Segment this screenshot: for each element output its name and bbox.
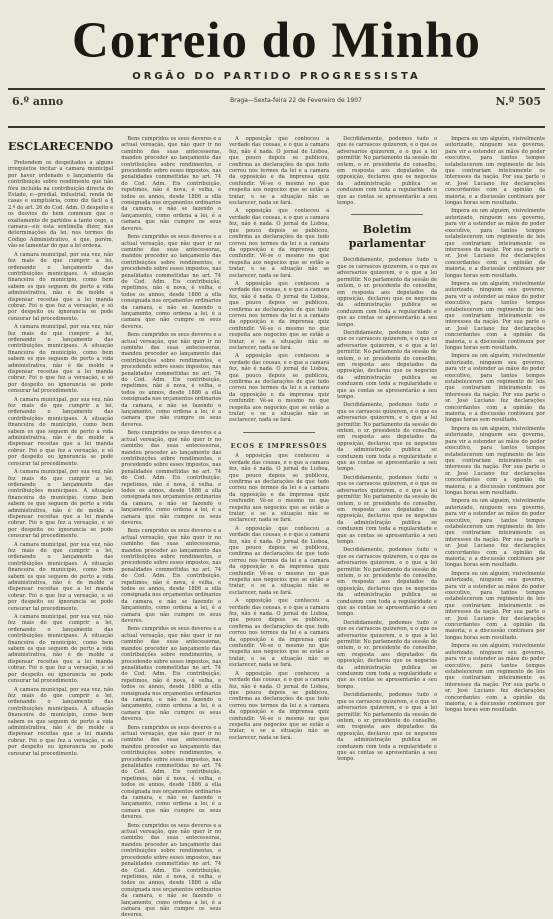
issue-number: N.º 505	[495, 95, 541, 108]
article-body: A opposição que conheceu a verdade das cousas, e o que a camara fez, não é nada. O jornal de Lisboa, que pouco depois se publicou, confirma as declarações de que tudo correu nos termos da lei e a camara da opposição e da imprensa quiz confundir. Vê-se o mesmo no que respeita aos negocios que se estão a tratar, e se a situação não se esclarecer, nada se fará.	[229, 136, 330, 207]
article-body: Decididamente, podemos tudo o que os carrascos quizerem, e o que os adversarios quizerem, e o que a lei permittir. No parlamento da sessão de ontem, o sr. presidente do conselho, em resposta aos deputados da opposição, declarou que os negocios da administração publica se conduzem com toda a regularidade e que as contas se apresentarão a seu tempo.	[337, 257, 438, 328]
headline-boletim: Boletim parlamentar	[348, 223, 426, 251]
article-body: A camara municipal, por sua vez, não fez mais do que cumprir a lei, ordenando o lançamento das contribuições municipaes. A situação financeira do município, como bem sabem os que seguem de perto a vida administrativa, não é de molde a dispensar receitas que a lei manda cobrar. Foi o que fez a vereação, e só por despeito ou ignorancia se pode censurar tal procedimento.	[8, 614, 114, 685]
article-body: A opposição que conheceu a verdade das cousas, e o que a camara fez, não é nada. O jornal de Lisboa, que pouco depois se publicou, confirma as declarações de que tudo correu nos termos da lei e a camara da opposição e da imprensa quiz confundir. Vê-se o mesmo no que respeita aos negocios que se estão a tratar, e se a situação não se esclarecer, nada se fará.	[229, 208, 330, 279]
article-columns	[8, 136, 546, 919]
article-body: A opposição que conheceu a verdade das cousas, e o que a camara fez, não é nada. O jornal de Lisboa, que pouco depois se publicou, confirma as declarações de que tudo correu nos termos da lei e a camara da opposição e da imprensa quiz confundir. Vê-se o mesmo no que respeita aos negocios que se estão a tratar, e se a situação não se esclarecer, nada se fará.	[229, 280, 330, 351]
article-body: Decididamente, podemos tudo o que os carrascos quizerem, e o que os adversarios quizerem, e o que a lei permittir. No parlamento da sessão de ontem, o sr. presidente do conselho, em resposta aos deputados da opposição, declarou que os negocios da administração publica se conduzem com toda a regularidade e que as contas se apresentarão a seu tempo.	[337, 474, 438, 545]
article-body: A opposição que conheceu a verdade das cousas, e o que a camara fez, não é nada. O jornal de Lisboa, que pouco depois se publicou, confirma as declarações de que tudo correu nos termos da lei e a camara da opposição e da imprensa quiz confundir. Vê-se o mesmo no que respeita aos negocios que se estão a tratar, e se a situação não se esclarecer, nada se fará.	[229, 525, 330, 596]
headline-ecos: ECOS E IMPRESSÕES	[230, 441, 328, 450]
article-body: Bens cumpridos os seus deveres e a actual vereação, que não quer ir no caminho das suas antecessoras, mandou proceder ao lançamento das contribuições sobre rendimentos, e procedendo sobre esses impostos, nas penalidades commettidas no art. 74 do Cod. Adm. Eis contribuição, repetimos, não é nova, é velha, e todos os annos, desde 1886 a ella consignada nos orçamentos ordinarios da camara, e não se fazendo o lançamento, como ordena a lei, é a camara que não cumpre os seus deveres.	[121, 528, 222, 625]
article-body: Bens cumpridos os seus deveres e a actual vereação, que não quer ir no caminho das suas antecessoras, mandou proceder ao lançamento das contribuições sobre rendimentos, e procedendo sobre esses impostos, nas penalidades commettidas no art. 74 do Cod. Adm. Eis contribuição, repetimos, não é nova, é velha, e todos os annos, desde 1886 a ella consignada nos orçamentos ordinarios da camara, e não se fazendo o lançamento, como ordena a lei, é a camara que não cumpre os seus deveres.	[121, 234, 222, 330]
article-body: Bens cumpridos os seus deveres e a actual vereação, que não quer ir no caminho das suas antecessoras, mandou proceder ao lançamento das contribuições sobre rendimentos, e procedendo sobre esses impostos, nas penalidades commettidas no art. 74 do Cod. Adm. Eis contribuição, repetimos, não é nova, é velha, e todos os annos, desde 1886 a ella consignada nos orçamentos ordinarios da camara, e não se fazendo o lançamento, como ordena a lei, é a camara que não cumpre os seus deveres.	[121, 332, 222, 428]
column-4	[337, 136, 437, 796]
article-body: Impera ou um alguém, visivelmente autorizado, ninguem seu governo, para vir a estender as mãos do poder executivo, para tantos tempos estabelecerem um regimento de leis que contrariam inteiramente os interesses da nação. Por sua parte o sr. José Luciano fez declarações concordantes com a opinião da maioria, e a discussão continuou por longas horas sem resultado.	[445, 280, 546, 351]
column-2	[121, 136, 222, 919]
article-body: A camara municipal, por sua vez, não fez mais do que cumprir a lei, ordenando o lançamento das contribuições municipaes. A situação financeira do município, como bem sabem os que seguem de perto a vida administrativa, não é de molde a dispensar receitas que a lei manda cobrar. Foi o que fez a vereação, e só por despeito ou ignorancia se pode censurar tal procedimento.	[8, 686, 114, 757]
article-body: A camara municipal, por sua vez, não fez mais do que cumprir a lei, ordenando o lançamento das contribuições municipaes. A situação financeira do município, como bem sabem os que seguem de perto a vida administrativa, não é de molde a dispensar receitas que a lei manda cobrar. Foi o que fez a vereação, e só por despeito ou ignorancia se pode censurar tal procedimento.	[8, 251, 114, 322]
article-body: Bens cumpridos os seus deveres e a actual vereação, que não quer ir no caminho das suas antecessoras, mandou proceder ao lançamento das contribuições sobre rendimentos, e procedendo sobre esses impostos, nas penalidades commettidas no art. 74 do Cod. Adm. Eis contribuição, repetimos, não é nova, é velha, e todos os annos, desde 1886 a ella consignada nos orçamentos ordinarios da camara, e não se fazendo o lançamento, como ordena a lei, é a camara que não cumpre os seus deveres.	[121, 626, 222, 723]
article-body: A camara municipal, por sua vez, não fez mais do que cumprir a lei, ordenando o lançamento das contribuições municipaes. A situação financeira do município, como bem sabem os que seguem de perto a vida administrativa, não é de molde a dispensar receitas que a lei manda cobrar. Foi o que fez a vereação, e só por despeito ou ignorancia se pode censurar tal procedimento.	[8, 541, 114, 612]
article-body: Bens cumpridos os seus deveres e a actual vereação, que não quer ir no caminho das suas antecessoras, mandou proceder ao lançamento das contribuições sobre rendimentos, e procedendo sobre esses impostos, nas penalidades commettidas no art. 74 do Cod. Adm. Eis contribuição, repetimos, não é nova, é velha, e todos os annos, desde 1886 a ella consignada nos orçamentos ordinarios da camara, e não se fazendo o lançamento, como ordena a lei, é a camara que não cumpre os seus deveres.	[121, 822, 222, 919]
masthead-subtitle: ORGÃO DO PARTIDO PROGRESSISTA	[132, 71, 421, 82]
article-body: Decididamente, podemos tudo o que os carrascos quizerem, e o que os adversarios quizerem, e o que a lei permittir. No parlamento da sessão de ontem, o sr. presidente do conselho, em resposta aos deputados da opposição, declarou que os negocios da administração publica se conduzem com toda a regularidade e que as contas se apresentarão a seu tempo.	[337, 692, 438, 763]
article-body: Decididamente, podemos tudo o que os carrascos quizerem, e o que os adversarios quizerem, e o que a lei permittir. No parlamento da sessão de ontem, o sr. presidente do conselho, em resposta aos deputados da opposição, declarou que os negocios da administração publica se conduzem com toda a regularidade e que as contas se apresentarão a seu tempo.	[337, 136, 438, 207]
article-body: Decididamente, podemos tudo o que os carrascos quizerem, e o que os adversarios quizerem, e o que a lei permittir. No parlamento da sessão de ontem, o sr. presidente do conselho, em resposta aos deputados da opposição, declarou que os negocios da administração publica se conduzem com toda a regularidade e que as contas se apresentarão a seu tempo.	[337, 329, 438, 400]
article-body: A opposição que conheceu a verdade das cousas, e o que a camara fez, não é nada. O jornal de Lisboa, que pouco depois se publicou, confirma as declarações de que tudo correu nos termos da lei e a camara da opposição e da imprensa quiz confundir. Vê-se o mesmo no que respeita aos negocios que se estão a tratar, e se a situação não se esclarecer, nada se fará.	[229, 670, 330, 741]
article-body: Impera ou um alguém, visivelmente autorizado, ninguem seu governo, para vir a estender as mãos do poder executivo, para tantos tempos estabelecerem um regimento de leis que contrariam inteiramente os interesses da nação. Por sua parte o sr. José Luciano fez declarações concordantes com a opinião da maioria, e a discussão continuou por longas horas sem resultado.	[445, 353, 546, 424]
article-body: Pretendem os despeitados a alguns irrequietos incitar a camara municipal por haver ordenado o lançamento da contribuição sobre rendimento que não fôra incluída na contribuição directa do Estado, e—predial, industrial, renda de casas e sumptuária, como diz fácil a § 2.º do art. 26 do Cod. Adm. O despeito e os desvios do bem commum que o exaltamento de partidos a tanto cego, a camara—eis esta sentinella dizer, nas determinações da lei, nos termos do Código Administrativo, e que, porém, vão-se lamentar do que a lei ordena.	[8, 160, 114, 250]
info-bar	[8, 88, 545, 128]
article-body: Bens cumpridos os seus deveres e a actual vereação, que não quer ir no caminho das suas antecessoras, mandou proceder ao lançamento das contribuições sobre rendimentos, e procedendo sobre esses impostos, nas penalidades commettidas no art. 74 do Cod. Adm. Eis contribuição, repetimos, não é nova, é velha, e todos os annos, desde 1886 a ella consignada nos orçamentos ordinarios da camara, e não se fazendo o lançamento, como ordena a lei, é a camara que não cumpre os seus deveres.	[121, 724, 222, 821]
article-body: A opposição que conheceu a verdade das cousas, e o que a camara fez, não é nada. O jornal de Lisboa, que pouco depois se publicou, confirma as declarações de que tudo correu nos termos da lei e a camara da opposição e da imprensa quiz confundir. Vê-se o mesmo no que respeita aos negocios que se estão a tratar, e se a situação não se esclarecer, nada se fará.	[229, 453, 330, 524]
article-body: Decididamente, podemos tudo o que os carrascos quizerem, e o que os adversarios quizerem, e o que a lei permittir. No parlamento da sessão de ontem, o sr. presidente do conselho, em resposta aos deputados da opposição, declarou que os negocios da administração publica se conduzem com toda a regularidade e que as contas se apresentarão a seu tempo.	[337, 547, 438, 618]
article-body: Decididamente, podemos tudo o que os carrascos quizerem, e o que os adversarios quizerem, e o que a lei permittir. No parlamento da sessão de ontem, o sr. presidente do conselho, em resposta aos deputados da opposição, declarou que os negocios da administração publica se conduzem com toda a regularidade e que as contas se apresentarão a seu tempo.	[337, 619, 438, 690]
article-body: A opposição que conheceu a verdade das cousas, e o que a camara fez, não é nada. O jornal de Lisboa, que pouco depois se publicou, confirma as declarações de que tudo correu nos termos da lei e a camara da opposição e da imprensa quiz confundir. Vê-se o mesmo no que respeita aos negocios que se estão a tratar, e se a situação não se esclarecer, nada se fará.	[229, 353, 330, 424]
article-body: A camara municipal, por sua vez, não fez mais do que cumprir a lei, ordenando o lançamento das contribuições municipaes. A situação financeira do município, como bem sabem os que seguem de perto a vida administrativa, não é de molde a dispensar receitas que a lei manda cobrar. Foi o que fez a vereação, e só por despeito ou ignorancia se pode censurar tal procedimento.	[8, 396, 114, 467]
article-body: Bens cumpridos os seus deveres e a actual vereação, que não quer ir no caminho das suas antecessoras, mandou proceder ao lançamento das contribuições sobre rendimentos, e procedendo sobre esses impostos, nas penalidades commettidas no art. 74 do Cod. Adm. Eis contribuição, repetimos, não é nova, é velha, e todos os annos, desde 1886 a ella consignada nos orçamentos ordinarios da camara, e não se fazendo o lançamento, como ordena a lei, é a camara que não cumpre os seus deveres.	[121, 136, 222, 232]
dateline: Braga—Sexta-feira 22 de Fevereiro de 1907	[230, 97, 362, 104]
article-body: A camara municipal, por sua vez, não fez mais do que cumprir a lei, ordenando o lançamento das contribuições municipaes. A situação financeira do município, como bem sabem os que seguem de perto a vida administrativa, não é de molde a dispensar receitas que a lei manda cobrar. Foi o que fez a vereação, e só por despeito ou ignorancia se pode censurar tal procedimento.	[8, 469, 114, 540]
article-body: Bens cumpridos os seus deveres e a actual vereação, que não quer ir no caminho das suas antecessoras, mandou proceder ao lançamento das contribuições sobre rendimentos, e procedendo sobre esses impostos, nas penalidades commettidas no art. 74 do Cod. Adm. Eis contribuição, repetimos, não é nova, é velha, e todos os annos, desde 1886 a ella consignada nos orçamentos ordinarios da camara, e não se fazendo o lançamento, como ordena a lei, é a camara que não cumpre os seus deveres.	[121, 430, 222, 526]
article-body: Impera ou um alguém, visivelmente autorizado, ninguem seu governo, para vir a estender as mãos do poder executivo, para tantos tempos estabelecerem um regimento de leis que contrariam inteiramente os interesses da nação. Por sua parte o sr. José Luciano fez declarações concordantes com a opinião da maioria, e a discussão continuou por longas horas sem resultado.	[445, 136, 546, 207]
article-body: Impera ou um alguém, visivelmente autorizado, ninguem seu governo, para vir a estender as mãos do poder executivo, para tantos tempos estabelecerem um regimento de leis que contrariam inteiramente os interesses da nação. Por sua parte o sr. José Luciano fez declarações concordantes com a opinião da maioria, e a discussão continuou por longas horas sem resultado.	[445, 425, 546, 496]
article-body: Decididamente, podemos tudo o que os carrascos quizerem, e o que os adversarios quizerem, e o que a lei permittir. No parlamento da sessão de ontem, o sr. presidente do conselho, em resposta aos deputados da opposição, declarou que os negocios da administração publica se conduzem com toda a regularidade e que as contas se apresentarão a seu tempo.	[337, 402, 438, 473]
article-body: A opposição que conheceu a verdade das cousas, e o que a camara fez, não é nada. O jornal de Lisboa, que pouco depois se publicou, confirma as declarações de que tudo correu nos termos da lei e a camara da opposição e da imprensa quiz confundir. Vê-se o mesmo no que respeita aos negocios que se estão a tratar, e se a situação não se esclarecer, nada se fará.	[229, 598, 330, 669]
article-body: Impera ou um alguém, visivelmente autorizado, ninguem seu governo, para vir a estender as mãos do poder executivo, para tantos tempos estabelecerem um regimento de leis que contrariam inteiramente os interesses da nação. Por sua parte o sr. José Luciano fez declarações concordantes com a opinião da maioria, e a discussão continuou por longas horas sem resultado.	[445, 498, 546, 569]
section-divider	[243, 432, 315, 433]
article-body: A camara municipal, por sua vez, não fez mais do que cumprir a lei, ordenando o lançamento das contribuições municipaes. A situação financeira do município, como bem sabem os que seguem de perto a vida administrativa, não é de molde a dispensar receitas que a lei manda cobrar. Foi o que fez a vereação, e só por despeito ou ignorancia se pode censurar tal procedimento.	[8, 324, 114, 395]
column-1	[8, 136, 113, 796]
article-body: Impera ou um alguém, visivelmente autorizado, ninguem seu governo, para vir a estender as mãos do poder executivo, para tantos tempos estabelecerem um regimento de leis que contrariam inteiramente os interesses da nação. Por sua parte o sr. José Luciano fez declarações concordantes com a opinião da maioria, e a discussão continuou por longas horas sem resultado.	[445, 208, 546, 279]
headline-esclarecendo: ESCLARECENDO	[8, 140, 114, 153]
year-label: 6.º anno	[12, 95, 64, 108]
column-5	[445, 136, 545, 796]
column-3	[229, 136, 329, 796]
article-body: Impera ou um alguém, visivelmente autorizado, ninguem seu governo, para vir a estender as mãos do poder executivo, para tantos tempos estabelecerem um regimento de leis que contrariam inteiramente os interesses da nação. Por sua parte o sr. José Luciano fez declarações concordantes com a opinião da maioria, e a discussão continuou por longas horas sem resultado.	[445, 643, 546, 714]
section-divider	[351, 214, 423, 215]
article-body: Impera ou um alguém, visivelmente autorizado, ninguem seu governo, para vir a estender as mãos do poder executivo, para tantos tempos estabelecerem um regimento de leis que contrariam inteiramente os interesses da nação. Por sua parte o sr. José Luciano fez declarações concordantes com a opinião da maioria, e a discussão continuou por longas horas sem resultado.	[445, 570, 546, 641]
masthead-title: Correio do Minho	[72, 13, 481, 69]
